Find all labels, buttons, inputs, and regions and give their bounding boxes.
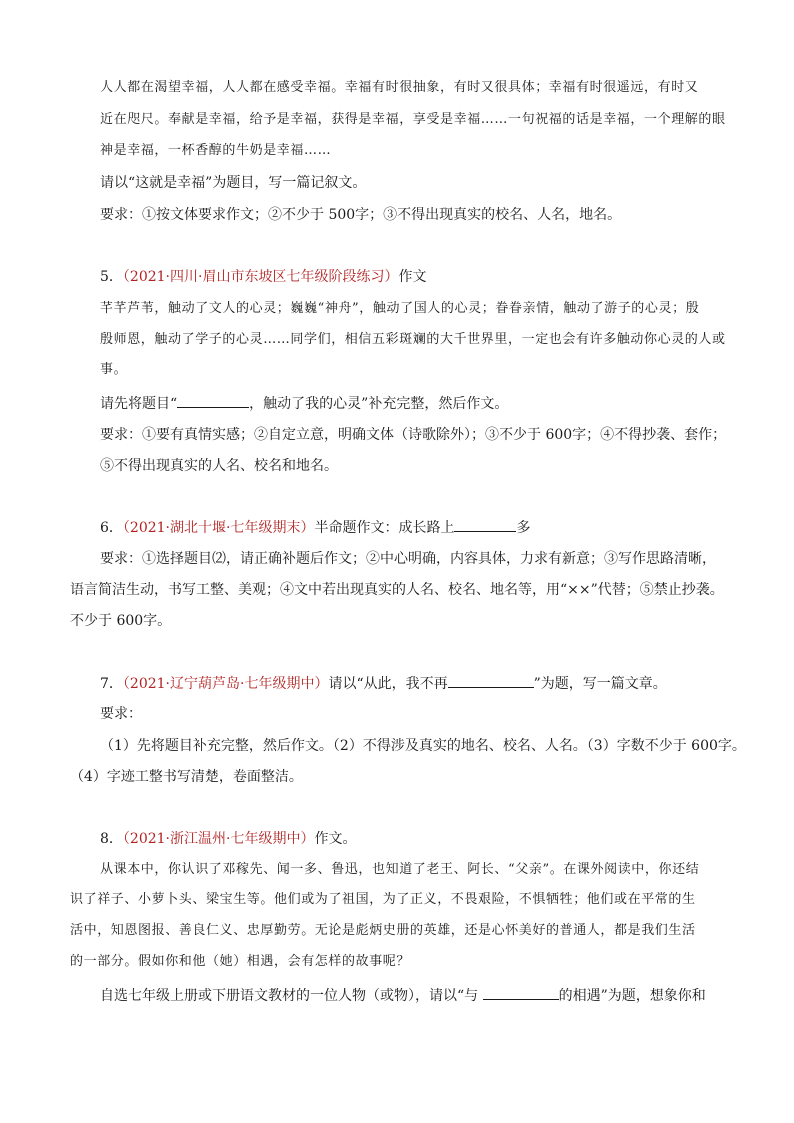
question-source: （2021·浙江温州·七年级期中） <box>122 831 315 847</box>
instruction-text: ，触动了我的心灵”补充完整，然后作文。 <box>249 396 509 412</box>
question-6-header <box>100 517 530 538</box>
intro-instruction: 请以“这就是幸福”为题目，写一篇记叙文。 <box>100 175 367 191</box>
fill-in-blank <box>454 517 516 532</box>
question-number: 6． <box>100 520 123 536</box>
fill-in-blank <box>448 673 534 688</box>
passage-line: 人人都在渴望幸福，人人都在感受幸福。幸福有时很抽象，有时又很具体；幸福有时很遥远，有时又 <box>100 80 699 95</box>
intro-requirement: 要求：①按文体要求作文；②不少于 500字；③不得出现真实的校名、人名，地名。 <box>100 207 622 223</box>
fill-in-blank <box>177 393 249 408</box>
requirement-line: ⑤不得出现真实的人名、校名和地名。 <box>100 458 338 474</box>
question-task: ”为题，写一篇文章。 <box>533 676 667 692</box>
question-5-header <box>100 267 426 287</box>
passage-line: 事。 <box>100 362 128 377</box>
instruction-text: 请先将题目“ <box>100 396 178 412</box>
question-7-header <box>100 673 667 694</box>
question-source: （2021·四川·眉山市东坡区七年级阶段练习） <box>122 269 399 285</box>
question-5-instruction <box>100 393 508 414</box>
instruction-text: 自选七年级上册或下册语文教材的一位人物（或物），请以“与 <box>100 988 483 1004</box>
passage-line: 活中，知恩图报、善良仁义、忠厚勤劳。无论是彪炳史册的英雄，还是心怀美好的普通人，都是我们生活 <box>70 923 696 938</box>
question-number: 5． <box>100 269 123 285</box>
passage-line: 神是幸福，一杯香醇的牛奶是幸福…… <box>100 143 332 158</box>
question-task: 半命题作文：成长路上 <box>314 520 455 536</box>
question-8-header <box>100 829 356 849</box>
requirement-line: 不少于 600字。 <box>70 613 172 629</box>
passage-line: 近在咫尺。奉献是幸福，给予是幸福，获得是幸福，享受是幸福……一句祝福的话是幸福，一个理解的眼 <box>100 112 726 127</box>
question-task: 作文。 <box>314 831 357 847</box>
passage-line: 从课本中，你认识了邓稼先、闻一多、鲁迅，也知道了老王、阿长、“父亲”。在课外阅读中，你还结 <box>100 862 700 877</box>
fill-in-blank <box>483 985 559 1000</box>
question-8-instruction <box>100 985 706 1006</box>
question-task-end: 多 <box>516 520 531 536</box>
requirement-line: 要求：①要有真情实感；②自定立意，明确文体（诗歌除外）；③不少于 600字；④不得抄袭、套作； <box>100 427 727 443</box>
question-task: 请以“从此，我不再 <box>328 676 448 692</box>
question-number: 8． <box>100 831 123 847</box>
requirement-line: 要求：①选择题目⑵，请正确补题后作文；②中心明确，内容具体，力求有新意；③写作思路清晰， <box>100 551 716 567</box>
passage-line: 识了祥子、小萝卜头、梁宝生等。他们或为了祖国，为了正义，不畏艰险，不惧牺牲；他们或在平常的生 <box>70 892 696 907</box>
requirement-line: （4）字迹工整书写清楚，卷面整洁。 <box>70 769 303 785</box>
instruction-text: 的相遇”为题，想象你和 <box>558 988 706 1004</box>
passage-line: 殷师恩，触动了学子的心灵……同学们，相信五彩斑斓的大千世界里，一定也会有许多触动你心灵的人或 <box>100 332 726 347</box>
question-number: 7． <box>100 676 123 692</box>
passage-line: 芊芊芦苇，触动了文人的心灵；巍巍“神舟”，触动了国人的心灵；眷眷亲情，触动了游子的心灵；殷 <box>100 301 700 316</box>
passage-line: 的一部分。假如你和他（她）相遇，会有怎样的故事呢？ <box>70 954 411 969</box>
requirement-line: （1）先将题目补充完整，然后作文。（2）不得涉及真实的地名、校名、人名。（3）字数不少于 600字。 <box>100 738 746 754</box>
question-source: （2021·湖北十堰·七年级期末） <box>122 520 315 536</box>
requirement-line: 语言简洁生动，书写工整、美观；④文中若出现真实的人名、校名、地名等，用“××”代替；⑤禁止抄袭。 <box>70 582 724 598</box>
question-source: （2021·辽宁葫芦岛·七年级期中） <box>122 676 329 692</box>
question-task: 作文 <box>398 269 427 285</box>
requirement-label: 要求： <box>100 706 142 722</box>
